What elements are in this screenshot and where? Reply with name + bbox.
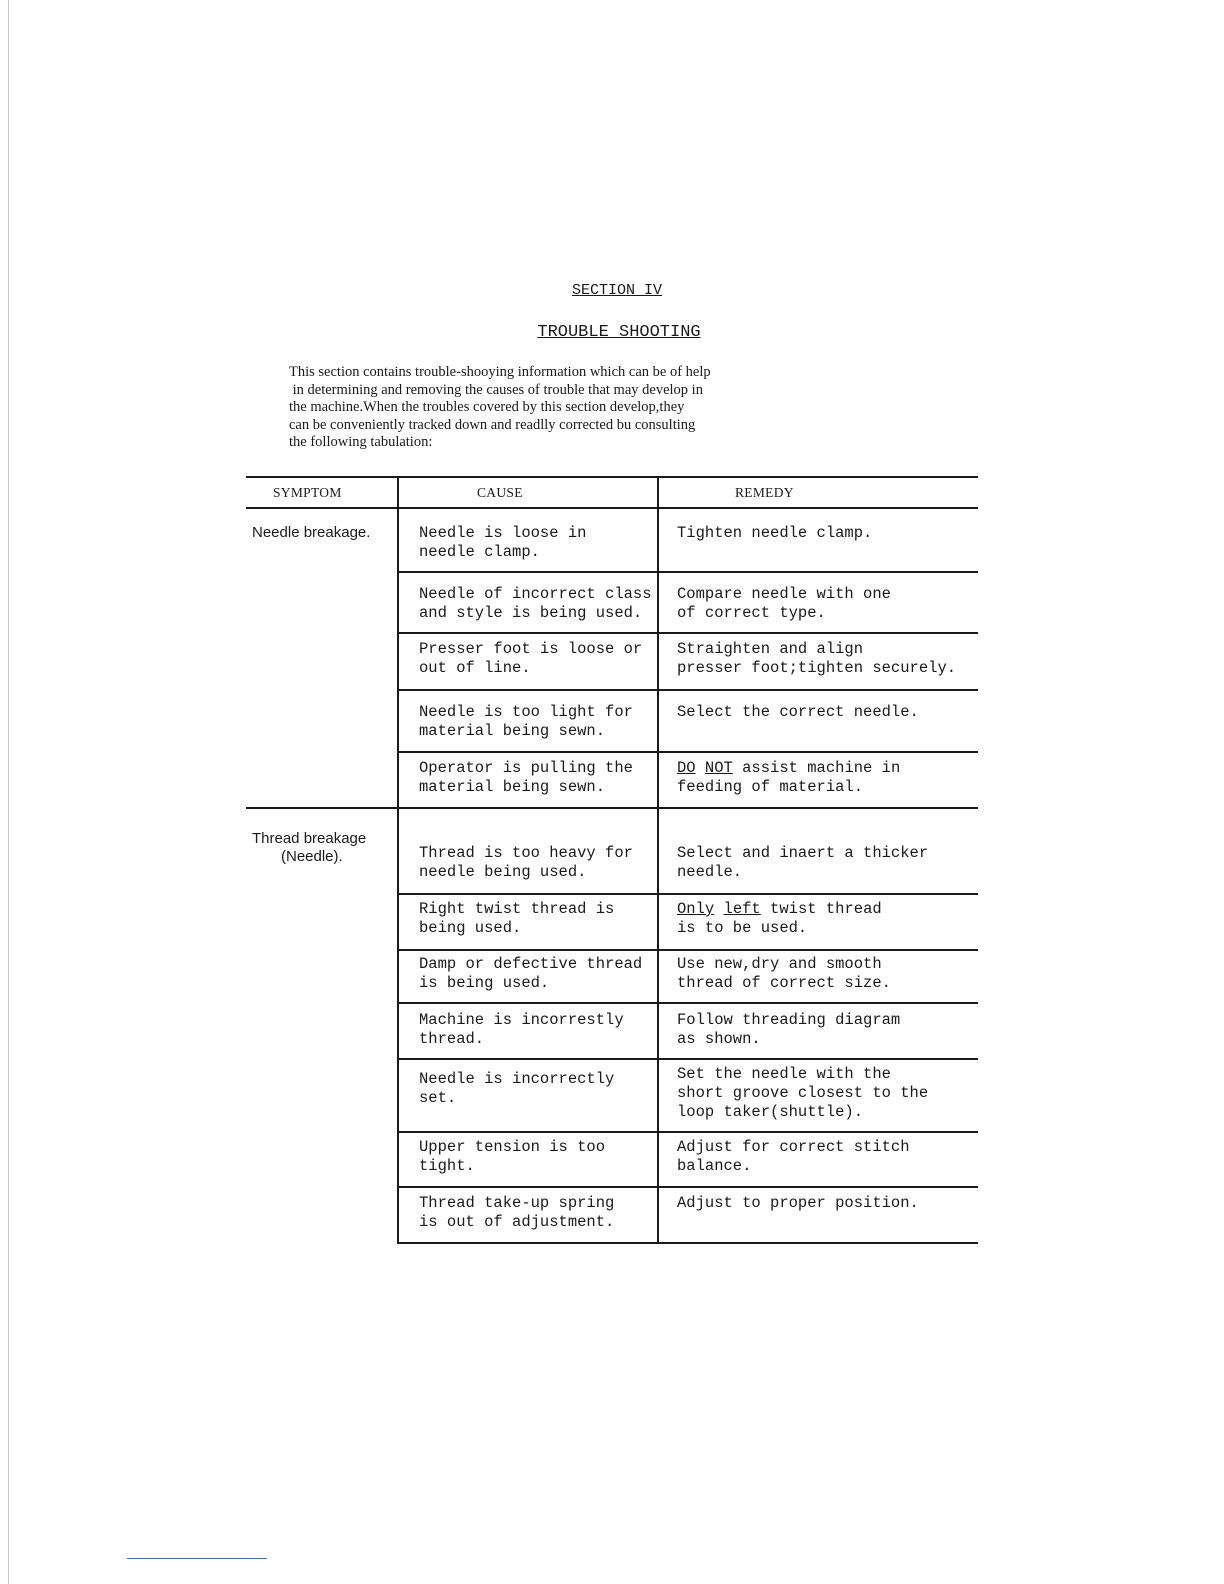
intro-line: the machine.When the troubles covered by this section develop,they [289, 399, 685, 415]
table-top-rule [246, 476, 978, 478]
intro-paragraph [289, 364, 929, 452]
cause-cell: Needle is too light for material being sewn. [419, 703, 633, 740]
remedy-cell: Select the correct needle. [677, 703, 919, 721]
group-divider [246, 807, 978, 809]
row-divider [397, 893, 978, 895]
intro-line: This section contains trouble-shooying information which can be of help [289, 364, 711, 380]
remedy-text: is to be used. [677, 919, 808, 937]
cause-cell: Thread take-up spring is out of adjustment. [419, 1194, 615, 1231]
cause-cell: Needle is loose in needle clamp. [419, 524, 587, 561]
row-divider [397, 632, 978, 634]
remedy-emphasis-only: Only [677, 900, 715, 918]
remedy-cell [677, 759, 900, 797]
row-divider [397, 689, 978, 691]
scan-edge-line [8, 0, 9, 1584]
cause-cell: Needle of incorrect class and style is being used. [419, 585, 652, 622]
row-divider [397, 571, 978, 573]
remedy-emphasis-do: DO [677, 759, 696, 777]
cause-cell: Operator is pulling the material being sewn. [419, 759, 633, 796]
column-divider-cause-remedy [657, 476, 659, 1244]
remedy-cell: Compare needle with one of correct type. [677, 585, 891, 622]
remedy-cell: Follow threading diagram as shown. [677, 1011, 901, 1048]
remedy-cell: Select and inaert a thicker needle. [677, 844, 929, 881]
remedy-cell: Adjust to proper position. [677, 1194, 919, 1212]
remedy-cell: Set the needle with the short groove closest to the loop taker(shuttle). [677, 1065, 929, 1121]
header-bottom-rule [246, 507, 978, 509]
remedy-text: assist machine in [732, 759, 901, 777]
column-divider-symptom-cause [397, 476, 399, 1244]
row-divider [397, 1002, 978, 1004]
page-title-text: TROUBLE SHOOTING [537, 323, 701, 342]
cause-cell: Damp or defective thread is being used. [419, 955, 643, 992]
row-divider [397, 1186, 978, 1188]
intro-line: in determining and removing the causes of trouble that may develop in [289, 381, 703, 398]
table-bottom-rule [397, 1242, 978, 1244]
section-label-text: SECTION IV [571, 282, 662, 299]
remedy-cell: Use new,dry and smooth thread of correct size. [677, 955, 891, 992]
remedy-emphasis-left: left [723, 900, 761, 918]
row-divider [397, 1058, 978, 1060]
section-label [0, 282, 1224, 299]
remedy-emphasis-not: NOT [704, 759, 733, 777]
cause-cell: Right twist thread is being used. [419, 900, 615, 937]
header-cause: CAUSE [477, 485, 523, 500]
row-divider [397, 949, 978, 951]
cause-cell: Machine is incorrestly thread. [419, 1011, 624, 1048]
remedy-cell: Tighten needle clamp. [677, 524, 873, 542]
symptom-thread-breakage-sub: (Needle). [281, 848, 343, 865]
symptom-thread-breakage: Thread breakage [252, 830, 367, 847]
symptom-needle-breakage: Needle breakage. [252, 524, 371, 541]
row-divider [397, 751, 978, 753]
header-symptom: SYMPTOM [273, 485, 342, 500]
cause-cell: Thread is too heavy for needle being used. [419, 844, 633, 881]
intro-line: the following tabulation: [289, 434, 433, 450]
row-divider [397, 1131, 978, 1133]
footer-rule [127, 1558, 267, 1559]
intro-line: can be conveniently tracked down and readlly corrected bu consulting [289, 416, 696, 433]
remedy-cell [677, 900, 882, 938]
remedy-cell: Straighten and align presser foot;tighten securely. [677, 640, 957, 677]
page-title [0, 323, 1224, 342]
remedy-cell: Adjust for correct stitch balance. [677, 1138, 910, 1175]
troubleshooting-table [246, 476, 978, 1244]
remedy-text: feeding of material. [677, 778, 864, 796]
remedy-text: twist thread [760, 900, 882, 918]
cause-cell: Upper tension is too tight. [419, 1138, 606, 1175]
cause-cell: Needle is incorrectly set. [419, 1070, 615, 1107]
header-remedy: REMEDY [735, 485, 794, 500]
cause-cell: Presser foot is loose or out of line. [419, 640, 643, 677]
